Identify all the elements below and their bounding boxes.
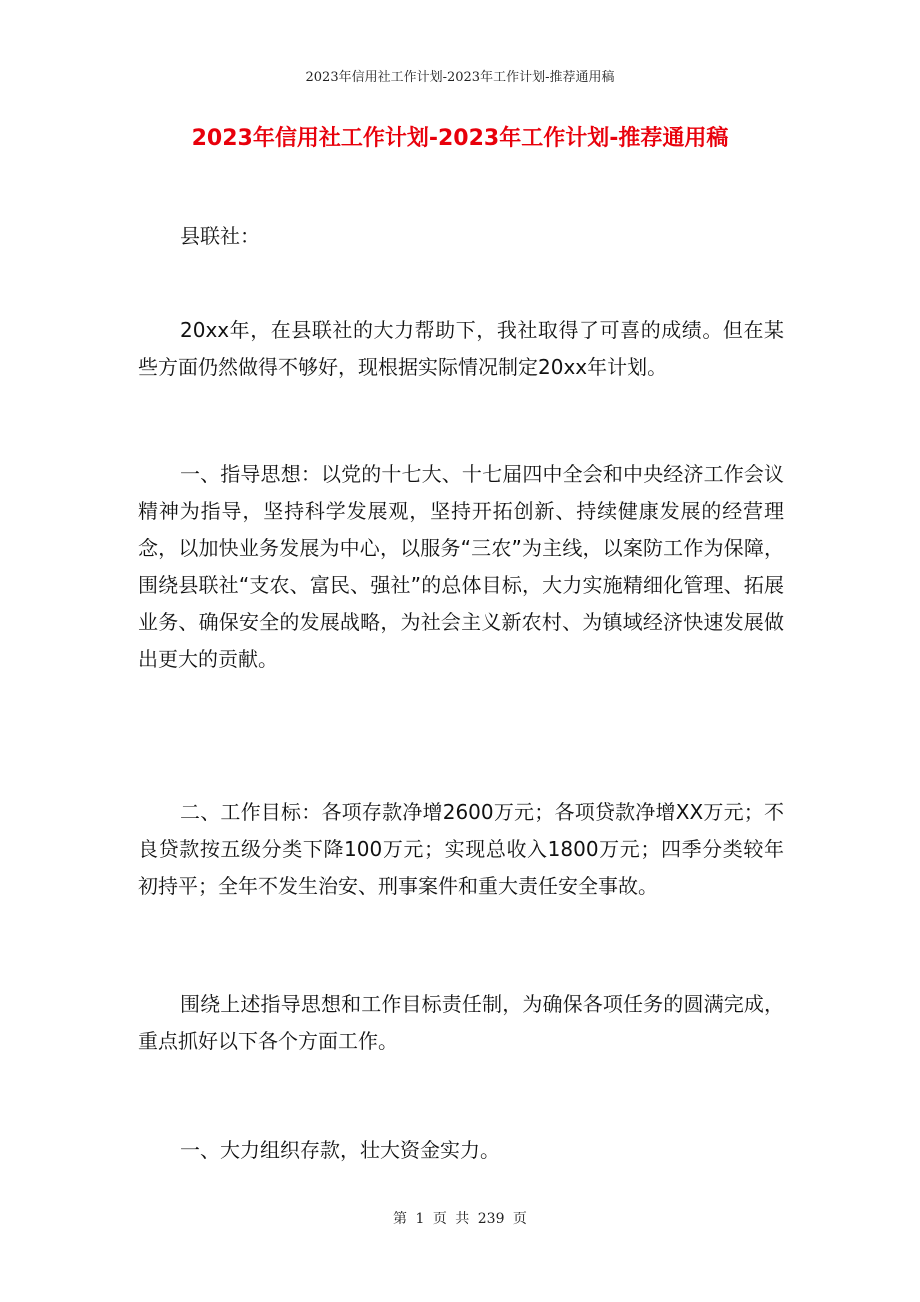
paragraph-section-one: 一、大力组织存款，壮大资金实力。 [180,1138,500,1162]
paragraph-work-goals: 二、工作目标：各项存款净增2600万元；各项贷款净增XX万元；不良贷款按五级分类下降100万元；实现总收入1800万元；四季分类较年初持平；全年不发生治安、刑事案件和重大责任安全事故。 [138,800,784,898]
document-title: 2023年信用社工作计划-2023年工作计划-推荐通用稿 [191,126,729,151]
salutation: 县联社： [180,224,260,248]
paragraph-intro: 20xx年，在县联社的大力帮助下，我社取得了可喜的成绩。但在某些方面仍然做得不够好，现根据实际情况制定20xx年计划。 [138,318,784,379]
paragraph-guiding-ideology: 一、指导思想：以党的十七大、十七届四中全会和中央经济工作会议精神为指导，坚持科学发展观，坚持开拓创新、持续健康发展的经营理念，以加快业务发展为中心，以服务“三农”为主线，以案防工作为保障，围绕县联社“支农、富民、强社”的总体目标，大力实施精细化管理、拓展业务、确保安全的发展战略，为社会主义新农村、为镇域经济快速发展做出更大的贡献。 [138,462,784,671]
paragraph-key-tasks: 围绕上述指导思想和工作目标责任制，为确保各项任务的圆满完成，重点抓好以下各个方面工作。 [138,992,784,1053]
running-header: 2023年信用社工作计划-2023年工作计划-推荐通用稿 [305,70,615,85]
page-number: 第 1 页 共 239 页 [393,1211,527,1227]
